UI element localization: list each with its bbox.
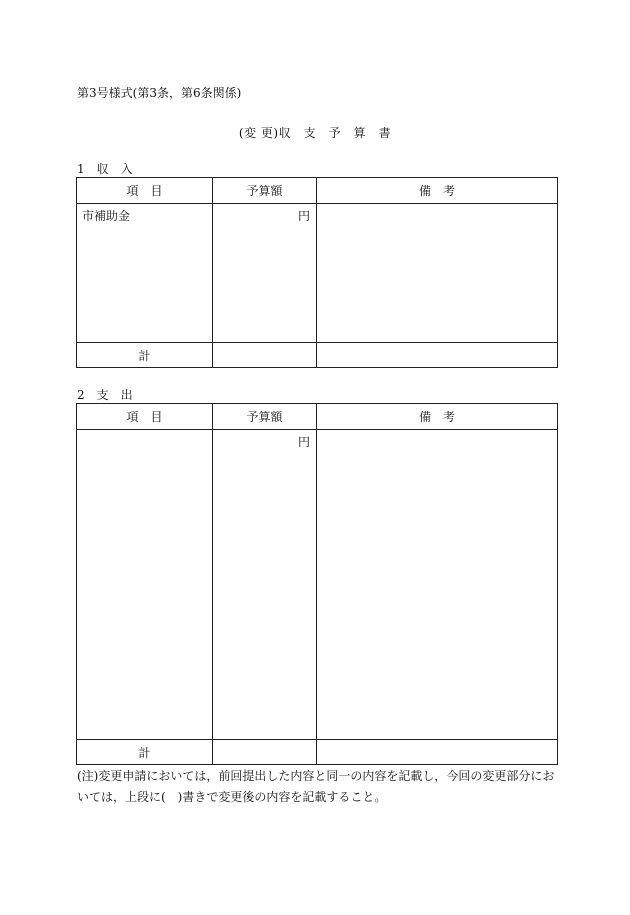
expense-row: [77, 430, 558, 740]
expense-header-amount: 予算額: [213, 404, 317, 430]
income-table: [76, 177, 558, 368]
income-amount-cell[interactable]: 円: [213, 204, 317, 343]
income-total-label: 計: [77, 343, 213, 368]
expense-section-heading: 2 支 出: [77, 388, 133, 402]
expense-total-notes[interactable]: [317, 740, 558, 765]
expense-table: [76, 403, 558, 765]
income-header-notes: 備 考: [317, 178, 558, 204]
form-reference: 第3号様式(第3条，第6条関係): [77, 86, 242, 100]
expense-total-amount[interactable]: [213, 740, 317, 765]
expense-item-cell[interactable]: [77, 430, 213, 740]
expense-notes-cell[interactable]: [317, 430, 558, 740]
expense-header-row: [77, 404, 558, 430]
expense-header-notes: 備 考: [317, 404, 558, 430]
income-header-item: 項 目: [77, 178, 213, 204]
income-item-cell[interactable]: 市補助金: [77, 204, 213, 343]
income-section-heading: 1 収 入: [77, 162, 133, 176]
expense-header-item: 項 目: [77, 404, 213, 430]
expense-total-row: [77, 740, 558, 765]
income-total-amount[interactable]: [213, 343, 317, 368]
income-notes-cell[interactable]: [317, 204, 558, 343]
document-title: (変 更)収 支 予 算 書: [238, 126, 392, 140]
income-total-notes[interactable]: [317, 343, 558, 368]
income-row: [77, 204, 558, 343]
expense-amount-cell[interactable]: 円: [213, 430, 317, 740]
income-header-row: [77, 178, 558, 204]
income-header-amount: 予算額: [213, 178, 317, 204]
income-total-row: [77, 343, 558, 368]
expense-total-label: 計: [77, 740, 213, 765]
footnote: (注)変更申請においては，前回提出した内容と同一の内容を記載し，今回の変更部分においては，上段に( )書きで変更後の内容を記載すること。: [77, 769, 555, 804]
